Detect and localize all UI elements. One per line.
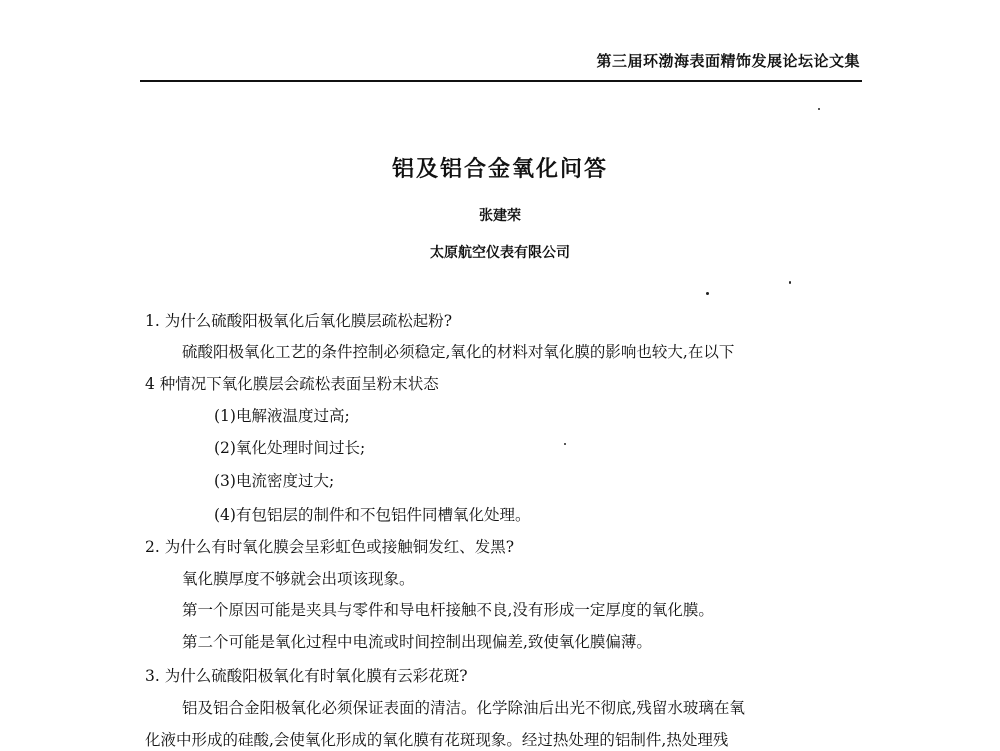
scan-speck [706, 292, 709, 295]
answer-3-line-2: 化液中形成的硅酸,会使氧化形成的氧化膜有花斑现象。经过热处理的铝制件,热处理残 [145, 731, 729, 749]
answer-2-line-1: 氧化膜厚度不够就会出项该现象。 [182, 570, 415, 588]
answer-1-line-1: 硫酸阳极氧化工艺的条件控制必须稳定,氧化的材料对氧化膜的影响也较大,在以下 [182, 343, 735, 361]
header-rule [140, 80, 862, 82]
answer-1-item-3: (3)电流密度过大; [214, 472, 335, 490]
article-affiliation: 太原航空仪表有限公司 [430, 245, 570, 261]
answer-1-item-2: (2)氧化处理时间过长; [214, 439, 366, 457]
answer-1-item-1: (1)电解液温度过高; [214, 407, 350, 425]
answer-2-line-3: 第二个可能是氧化过程中电流或时间控制出现偏差,致使氧化膜偏薄。 [182, 633, 652, 651]
answer-1-line-2: 4 种情况下氧化膜层会疏松表面呈粉末状态 [145, 375, 439, 393]
running-header: 第三届环渤海表面精饰发展论坛论文集 [596, 52, 860, 70]
article-title: 铝及铝合金氧化问答 [391, 156, 608, 182]
answer-3-line-1: 铝及铝合金阳极氧化必须保证表面的清洁。化学除油后出光不彻底,残留水玻璃在氧 [182, 699, 745, 717]
answer-2-line-2: 第一个原因可能是夹具与零件和导电杆接触不良,没有形成一定厚度的氧化膜。 [182, 601, 714, 619]
answer-1-item-4: (4)有包铝层的制件和不包铝件同槽氧化处理。 [214, 506, 531, 524]
scan-speck [564, 443, 566, 445]
question-2: 2. 为什么有时氧化膜会呈彩虹色或接触铜发红、发黑? [145, 538, 515, 556]
article-author: 张建荣 [479, 208, 521, 224]
question-1: 1. 为什么硫酸阳极氧化后氧化膜层疏松起粉? [145, 312, 453, 330]
scan-speck [789, 281, 791, 284]
question-3: 3. 为什么硫酸阳极氧化有时氧化膜有云彩花斑? [145, 667, 468, 685]
scan-speck [818, 108, 820, 110]
